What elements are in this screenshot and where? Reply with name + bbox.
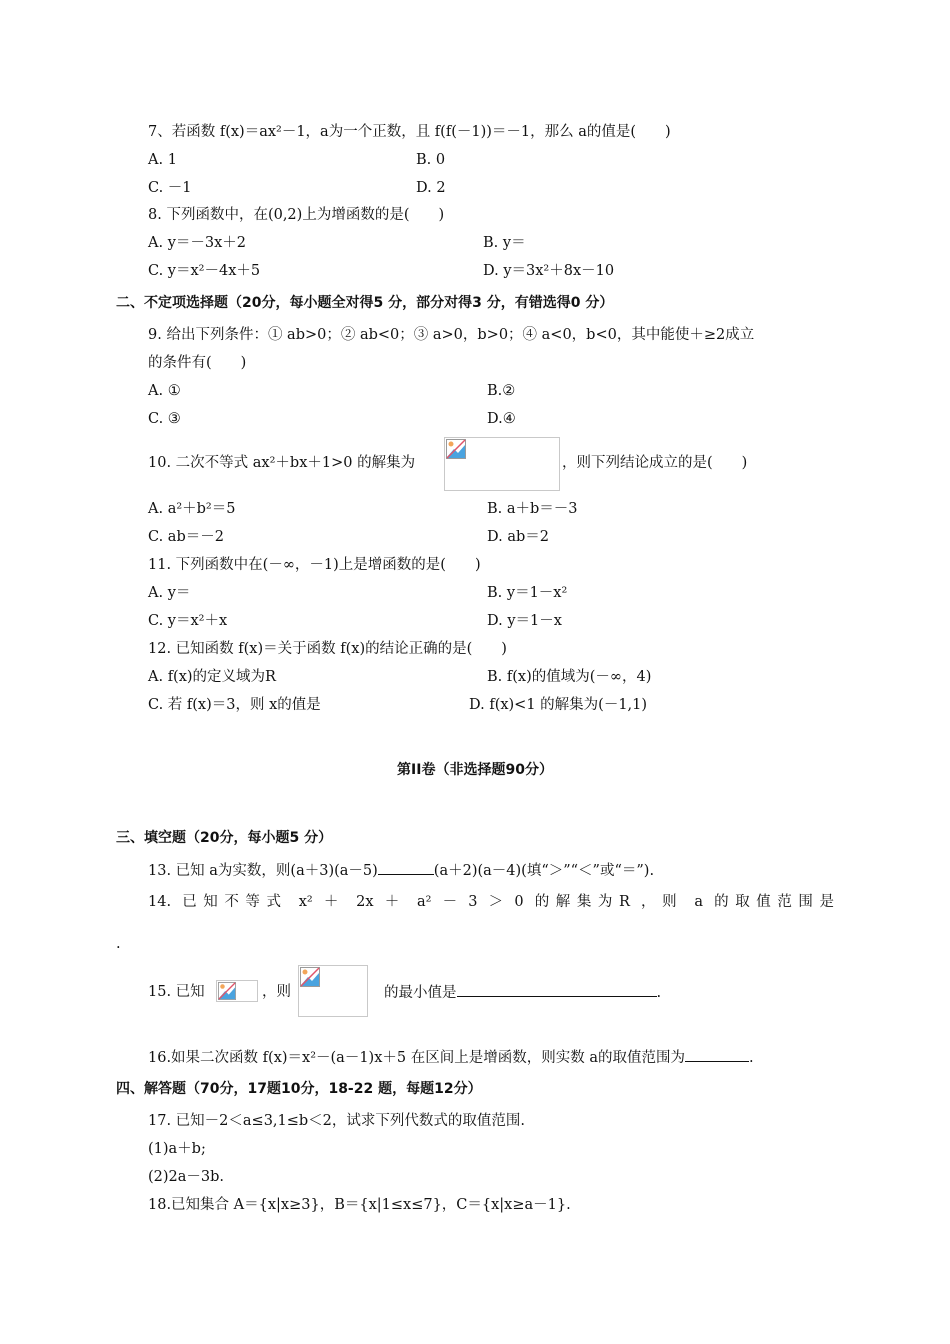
- q10-option-a: A. a²＋b²＝5: [148, 501, 236, 517]
- q10-option-d: D. ab＝2: [487, 529, 549, 545]
- q15-end: .: [656, 985, 662, 1001]
- q11-option-c: C. y＝x²＋x: [148, 613, 228, 629]
- q10-stem-after: ，则下列结论成立的是( ): [562, 455, 748, 471]
- q11-option-b: B. y＝1－x²: [487, 585, 568, 601]
- q13-line: [148, 860, 654, 881]
- broken-image-icon: [218, 982, 236, 1000]
- q11-option-a: A. y＝: [148, 585, 191, 601]
- q8-stem: 8. 下列函数中，在(0,2)上为增函数的是( ): [148, 207, 445, 223]
- q8-option-a: A. y＝－3x＋2: [148, 235, 247, 251]
- q17-part1: (1)a＋b;: [148, 1141, 206, 1157]
- q8-option-b: B. y＝: [483, 235, 526, 251]
- q10-option-c: C. ab＝－2: [148, 529, 224, 545]
- q12-stem: 12. 已知函数 f(x)＝关于函数 f(x)的结论正确的是( ): [148, 641, 507, 657]
- q15-label: 15. 已知: [148, 984, 205, 1000]
- section3-header: 三、填空题（20分，每小题5 分）: [116, 830, 333, 846]
- q17-stem: 17. 已知－2＜a≤3,1≤b＜2，试求下列代数式的取值范围.: [148, 1113, 526, 1129]
- q10-option-b: B. a＋b＝－3: [487, 501, 578, 517]
- q7-option-c: C. －1: [148, 180, 192, 196]
- q8-option-c: C. y＝x²－4x＋5: [148, 263, 261, 279]
- q13-answer-blank[interactable]: [378, 860, 434, 875]
- q9-option-c: C. ③: [148, 411, 181, 427]
- broken-image-icon: [300, 967, 320, 987]
- q16-answer-blank[interactable]: [685, 1047, 749, 1062]
- q8-option-d: D. y＝3x²＋8x－10: [483, 263, 615, 279]
- q15-after-text: 的最小值是: [384, 985, 457, 1001]
- q15-expression-image: [298, 965, 368, 1017]
- q7-stem: 7、若函数 f(x)＝ax²－1，a为一个正数，且 f(f(－1))＝－1，那么 a的值是( ): [148, 124, 671, 140]
- part2-title: 第II卷（非选择题90分）: [397, 762, 553, 778]
- q11-stem: 11. 下列函数中在(－∞，－1)上是增函数的是( ): [148, 557, 481, 573]
- q9-stem-line1: 9. 给出下列条件：① ab>0；② ab<0；③ a>0，b>0；④ a<0，b<0，其中能使＋≥2成立: [148, 327, 755, 343]
- q12-option-c: C. 若 f(x)＝3，则 x的值是: [148, 697, 321, 713]
- q11-option-d: D. y＝1－x: [487, 613, 562, 629]
- q9-option-d: D.④: [487, 411, 516, 427]
- q10-stem-before: 10. 二次不等式 ax²＋bx＋1>0 的解集为: [148, 455, 416, 471]
- q12-option-a: A. f(x)的定义域为R: [148, 669, 276, 685]
- q13-text-after: (a＋2)(a－4)(填“＞”“＜”或“＝”).: [433, 863, 655, 879]
- q7-option-a: A. 1: [148, 152, 177, 168]
- q16-text: 16.如果二次函数 f(x)＝x²－(a－1)x＋5 在区间上是增函数，则实数 a的取值范围为: [148, 1050, 685, 1066]
- q18-stem: 18.已知集合 A＝{x|x≥3}，B＝{x|1≤x≤7}，C＝{x|x≥a－1}.: [148, 1197, 571, 1213]
- q10-solution-set-image: [444, 437, 560, 491]
- q12-option-b: B. f(x)的值域为(－∞，4): [487, 669, 652, 685]
- broken-image-icon: [446, 439, 466, 459]
- q9-stem-line2: 的条件有( ): [148, 355, 247, 371]
- q7-option-d: D. 2: [416, 180, 446, 196]
- section2-header: 二、不定项选择题（20分，每小题全对得5 分，部分对得3 分，有错选得0 分）: [116, 295, 614, 311]
- section4-header: 四、解答题（70分，17题10分，18-22 题，每题12分）: [116, 1081, 482, 1097]
- q13-text-before: 13. 已知 a为实数，则(a＋3)(a－5): [148, 863, 378, 879]
- q9-option-a: A. ①: [148, 383, 181, 399]
- q14-line1: 14. 已知不等式 x² ＋ 2x ＋ a² － 3 ＞ 0 的解集为R ，则 a 的取值范围是: [148, 894, 834, 910]
- q12-option-d: D. f(x)<1 的解集为(－1,1): [469, 697, 648, 713]
- q15-mid-text: ，则: [262, 984, 291, 1000]
- q7-option-b: B. 0: [416, 152, 446, 168]
- q16-line: [148, 1047, 754, 1068]
- q15-condition-image: [216, 980, 258, 1002]
- q16-end: .: [748, 1050, 754, 1066]
- q17-part2: (2)2a－3b.: [148, 1169, 225, 1185]
- q15-tail: [384, 982, 661, 1003]
- q9-option-b: B.②: [487, 383, 516, 399]
- q14-line2: .: [116, 936, 121, 952]
- q15-answer-blank[interactable]: [457, 982, 657, 997]
